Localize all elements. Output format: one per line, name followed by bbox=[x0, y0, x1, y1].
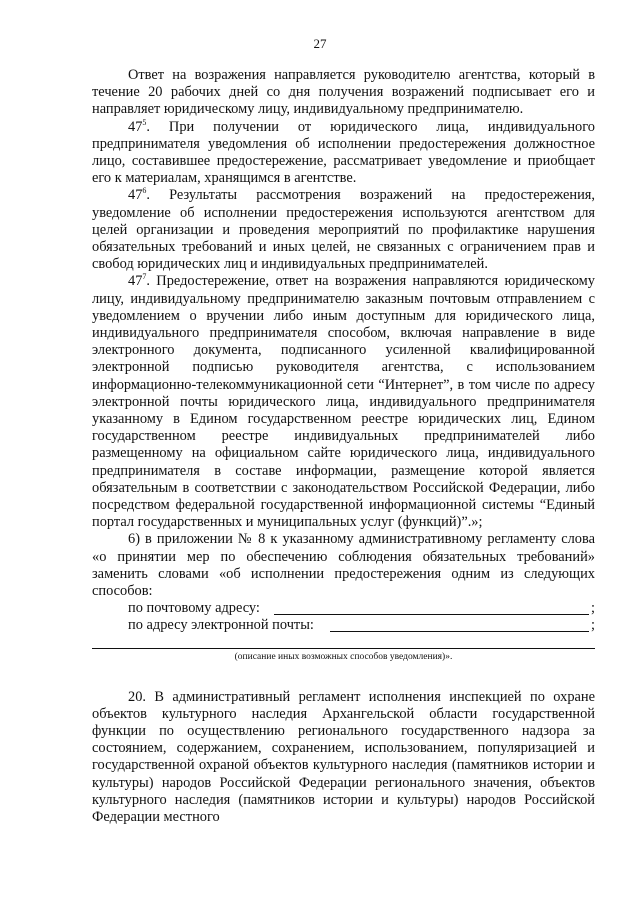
clause-number: 47 bbox=[128, 273, 143, 290]
clause-superscript: 6 bbox=[142, 186, 147, 196]
paragraph-response-to-objections: Ответ на возражения направляется руководителю агентства, который в течение 20 рабочих дней со дня получения возражений подписывает его и направляет юридическому лицу, индивидуальному предпринимателю. bbox=[92, 67, 595, 118]
clause-superscript: 7 bbox=[142, 272, 147, 282]
paragraph-item-6: 6) в приложении № 8 к указанному административному регламенту слова «о принятии мер по обеспечению соблюдения обязательных требований» заменить словами «об исполнении предостережения одним из следующих способов: bbox=[92, 531, 595, 600]
clause-superscript: 5 bbox=[142, 117, 147, 127]
email-address-field bbox=[128, 617, 595, 634]
clause-number: 47 bbox=[128, 187, 143, 204]
clause-number: 47 bbox=[128, 118, 143, 135]
clause-text: . Результаты рассмотрения возражений на предостережения, уведомление об исполнении предостережения используются агентством для целей организации и проведения мероприятий по профилактике нарушения обязательных требований и иных целей, не связанных с ограничением прав и свобод юридических лиц и индивидуальных предпринимателей. bbox=[92, 187, 595, 273]
paragraph-47-6 bbox=[92, 187, 595, 273]
clause-text: . При получении от юридического лица, индивидуального предпринимателя уведомления об исполнении предостережения должностное лицо, составившее предостережение, рассматривает уведомление и приобщает его к материалам, хранящимся в агентстве. bbox=[92, 118, 595, 187]
field-end-mark: ; bbox=[591, 600, 595, 617]
other-methods-blank-line bbox=[92, 648, 595, 649]
paragraph-47-5 bbox=[92, 119, 595, 188]
page-number: 27 bbox=[313, 36, 327, 51]
paragraph-20: 20. В административный регламент исполнения инспекцией по охране объектов культурного наследия Архангельской области государственной функции по осуществлению регионального государственного надзора за состоянием, содержанием, сохранением, использованием, популяризацией и государственной охраной объектов культурного наследия (памятников истории и культуры) народов Российской Федерации регионального значения, объектов культурного наследия (памятников истории и культуры) народов Российской Федерации местного bbox=[92, 688, 595, 826]
postal-address-blank-line bbox=[274, 614, 589, 615]
clause-text: . Предостережение, ответ на возражения направляются юридическому лицу, индивидуальному предпринимателю заказным почтовым отправлением с уведомлением о вручении либо иным доступным для юридического лица, индивидуального предпринимателя способом, включая направление в виде электронного документа, подписанного усиленной квалифицированной электронной подписью руководителя агентства, с использованием информационно-телекоммуникационной сети “Интернет”, в том числе по адресу электронной почты юридического лица, индивидуального предпринимателя указанному в Едином государственном реестре юридических лиц, Едином государственном реестре индивидуальных предпринимателей либо размещенному на официальном сайте юридического лица, индивидуального предпринимателя в составе информации, размещение которой является обязательным в соответствии с законодательством Российской Федерации, либо посредством федеральной государственной информационной системы “Единый портал государственных и муниципальных услуг (функций)”.»; bbox=[92, 273, 595, 531]
email-address-label: по адресу электронной почты: bbox=[128, 617, 314, 634]
email-address-blank-line bbox=[330, 631, 589, 632]
postal-address-label: по почтовому адресу: bbox=[128, 600, 260, 617]
postal-address-field bbox=[128, 600, 595, 617]
other-methods-caption: (описание иных возможных способов уведомления)». bbox=[234, 651, 453, 662]
document-body bbox=[92, 67, 595, 826]
field-end-mark: ; bbox=[591, 617, 595, 634]
paragraph-47-7 bbox=[92, 273, 595, 531]
